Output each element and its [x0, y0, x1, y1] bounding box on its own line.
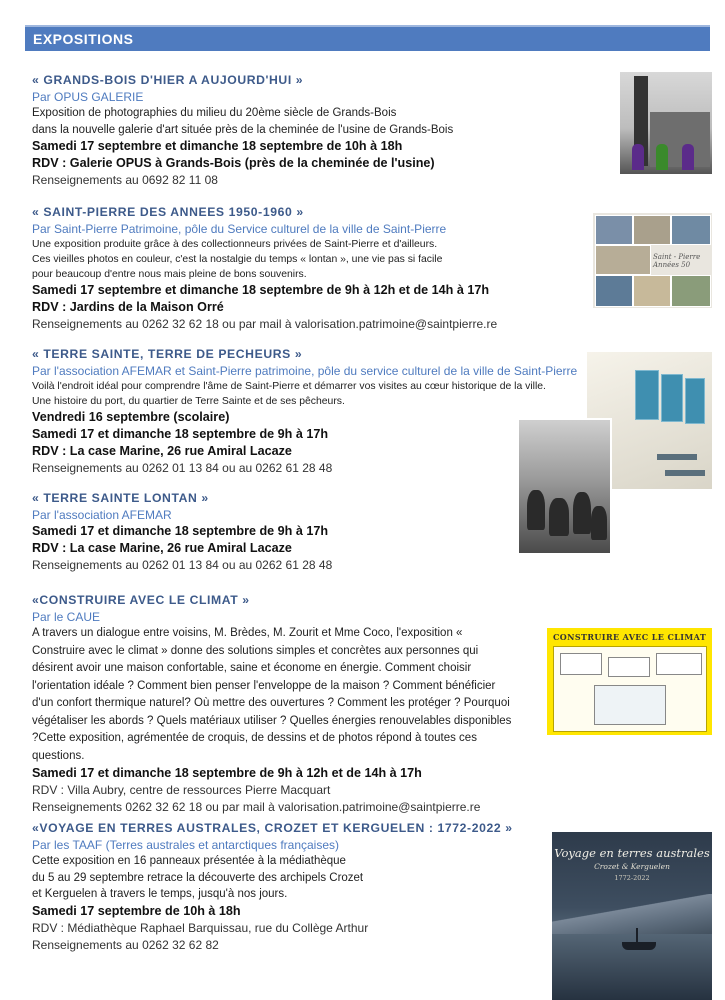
event-contact: Renseignements au 0262 32 62 82: [32, 937, 219, 952]
speech-bubble: [656, 653, 702, 675]
person-shape: [632, 144, 644, 170]
person-shape: [656, 144, 668, 170]
person-shape: [682, 144, 694, 170]
ship-mast: [636, 928, 638, 942]
exhibit-panel: [661, 374, 683, 422]
figure-shape: [549, 498, 569, 536]
exhibit-panel: [685, 378, 705, 424]
event-title: « TERRE SAINTE LONTAN »: [32, 491, 209, 505]
section-banner: [25, 25, 710, 51]
event-date: Samedi 17 et dimanche 18 septembre de 9h à 12h et de 14h à 17h: [32, 766, 422, 780]
mountain-shape: [552, 894, 712, 934]
construire-climat-poster: [547, 628, 712, 735]
event-date: Vendredi 16 septembre (scolaire): [32, 410, 230, 424]
collage-tile: [671, 275, 711, 307]
event-desc-line: Une exposition produite grâce à des collectionneurs privées de Saint-Pierre et d'ailleurs.: [32, 239, 438, 250]
book-years: 1772-2022: [614, 874, 650, 882]
poster-body: [553, 646, 707, 732]
event-desc-line: Une histoire du port, du quartier de Terre Sainte et de ses pêcheurs.: [32, 396, 345, 407]
collage-tile: [671, 215, 711, 245]
collage-label-line: Saint - Pierre: [653, 253, 701, 261]
collage-tile: [595, 215, 633, 245]
event-date: Samedi 17 et dimanche 18 septembre de 9h à 17h: [32, 427, 329, 441]
voyage-book-cover: [552, 832, 712, 1000]
display-case: [657, 454, 697, 460]
display-case: [665, 470, 705, 476]
ship-shape: [622, 942, 656, 950]
event-desc-line: pour beaucoup d'entre nous mais pleine de bons souvenirs.: [32, 269, 307, 280]
fishermen-photo: [517, 418, 612, 555]
event-date: Samedi 17 septembre de 10h à 18h: [32, 903, 241, 918]
event-date: Samedi 17 septembre et dimanche 18 septembre de 10h à 18h: [32, 139, 403, 153]
book-subtitle: Crozet & Kerguelen: [594, 862, 670, 871]
event-organizer: Par OPUS GALERIE: [32, 90, 144, 104]
saint-pierre-collage-photo: [593, 213, 712, 308]
collage-label-line: Années 50: [653, 261, 691, 269]
event-title: « TERRE SAINTE, TERRE DE PECHEURS »: [32, 347, 303, 361]
collage-tile: [595, 275, 633, 307]
event-location: RDV : Galerie OPUS à Grands-Bois (près de la cheminée de l'usine): [32, 156, 435, 170]
figure-shape: [573, 492, 591, 534]
collage-tile: [633, 275, 671, 307]
event-date: Samedi 17 septembre et dimanche 18 septembre de 9h à 12h et de 14h à 17h: [32, 283, 490, 297]
event-desc-line: Voilà l'endroit idéal pour comprendre l'âme de Saint-Pierre et démarrer vos visites au cœur historique de la ville.: [32, 381, 546, 392]
event-desc-line: Exposition de photographies du milieu du 20ème siècle de Grands-Bois: [32, 107, 397, 119]
chimney-photo: [620, 72, 712, 174]
event-title: « GRANDS-BOIS D'HIER A AUJOURD'HUI »: [32, 73, 304, 87]
collage-tile: [595, 245, 651, 275]
event-title: «VOYAGE EN TERRES AUSTRALES, CROZET ET KERGUELEN : 1772-2022 »: [32, 821, 513, 835]
event-organizer: Par Saint-Pierre Patrimoine, pôle du Service culturel de la ville de Saint-Pierre: [32, 222, 447, 236]
event-voyage-terres-australes: [32, 820, 513, 954]
speech-bubble: [560, 653, 602, 675]
event-description: A travers un dialogue entre voisins, M. Brèdes, M. Zourit et Mme Coco, l'exposition « Construire avec le climat » donne des solutions simples et concrètes aux personnes qui désirent avoir une maison confortable, saine et économe en énergie. Comment choisir l'orientation idéale ? Comment bien penser l'enveloppe de la maison ? Comment bénéficier d'un confort thermique naturel? Où mettre des ouvertures ? Comment les protéger ? Pourquoi végétaliser les abords ? Quels matériaux utiliser ? Quelles énergies renouvelables disponibles ?Cette exposition, agrémentée de croquis, de dessins et de photos répond à toutes ces questions.: [32, 627, 512, 762]
event-contact: Renseignements au 0262 32 62 18 ou par mail à valorisation.patrimoine@saintpierre.re: [32, 317, 498, 331]
event-organizer: Par le CAUE: [32, 610, 101, 624]
event-contact: Renseignements 0262 32 62 18 ou par mail à valorisation.patrimoine@saintpierre.re: [32, 800, 481, 814]
event-organizer: Par l'association AFEMAR: [32, 508, 172, 522]
poster-header: CONSTRUIRE AVEC LE CLIMAT: [553, 632, 707, 642]
event-contact: Renseignements au 0692 82 11 08: [32, 173, 218, 187]
event-organizer: Par les TAAF (Terres australes et antarctiques françaises): [32, 838, 340, 852]
collage-tile: [633, 215, 671, 245]
event-desc-line: et Kerguelen à travers le temps, jusqu'à nos jours.: [32, 888, 288, 900]
figure-shape: [527, 490, 545, 530]
event-desc-line: du 5 au 29 septembre retrace la découverte des archipels Crozet: [32, 871, 364, 884]
event-location: RDV : Jardins de la Maison Orré: [32, 300, 224, 314]
house-drawing: [594, 685, 666, 725]
event-date: Samedi 17 et dimanche 18 septembre de 9h à 17h: [32, 524, 329, 538]
event-contact: Renseignements au 0262 01 13 84 ou au 0262 61 28 48: [32, 461, 333, 475]
event-location: RDV : Villa Aubry, centre de ressources Pierre Macquart: [32, 783, 331, 797]
event-desc-line: Cette exposition en 16 panneaux présentée à la médiathèque: [32, 855, 346, 867]
exhibit-panel: [635, 370, 659, 420]
event-desc-line: dans la nouvelle galerie d'art située près de la cheminée de l'usine de Grands-Bois: [32, 123, 454, 136]
event-location: RDV : Médiathèque Raphael Barquissau, rue du Collège Arthur: [32, 920, 369, 935]
event-contact: Renseignements au 0262 01 13 84 ou au 0262 61 28 48: [32, 558, 333, 572]
event-location: RDV : La case Marine, 26 rue Amiral Lacaze: [32, 444, 292, 458]
event-terre-sainte-lontan: [32, 490, 332, 574]
book-title: Voyage en terres australes: [554, 846, 710, 860]
collage-label: [653, 253, 700, 269]
event-saint-pierre-1950: [32, 204, 497, 333]
event-title: «CONSTRUIRE AVEC LE CLIMAT »: [32, 593, 250, 607]
event-location: RDV : La case Marine, 26 rue Amiral Lacaze: [32, 541, 292, 555]
event-desc-line: Ces vieilles photos en couleur, c'est la nostalgie du temps « lontan », une vie pas si facile: [32, 254, 443, 265]
event-title: « SAINT-PIERRE DES ANNEES 1950-1960 »: [32, 205, 304, 219]
section-title: EXPOSITIONS: [33, 31, 134, 47]
event-organizer: Par l'association AFEMAR et Saint-Pierre patrimoine, pôle du service culturel de la ville de Saint-Pierre: [32, 364, 578, 378]
event-construire-climat: [32, 592, 512, 816]
figure-shape: [591, 506, 607, 540]
event-grands-bois: [32, 72, 453, 189]
event-terre-sainte-pecheurs: [32, 346, 577, 477]
speech-bubble: [608, 657, 650, 677]
